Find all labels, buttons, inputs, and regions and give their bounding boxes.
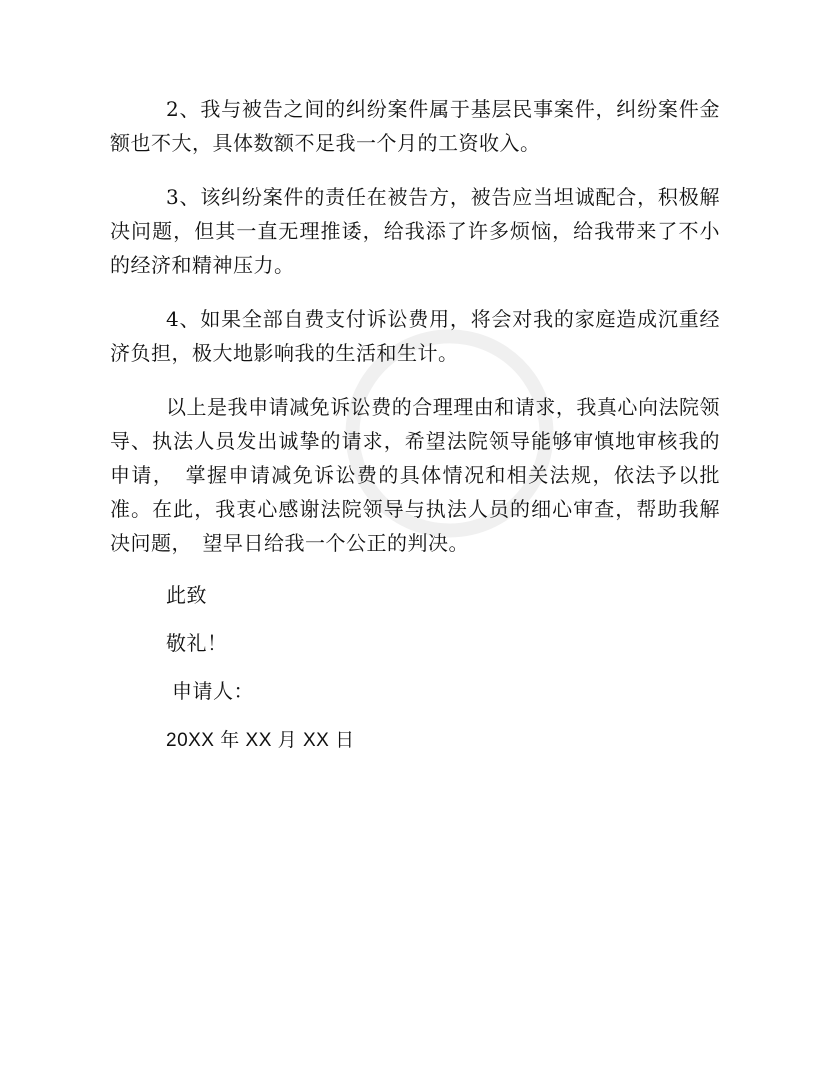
paragraph-reason-3: 3、该纠纷案件的责任在被告方，被告应当坦诚配合，积极解决问题，但其一直无理推诿，给我添了许多烦恼，给我带来了不小的经济和精神压力。 (110, 185, 720, 277)
paragraph-reason-2: 2、我与被告之间的纠纷案件属于基层民事案件，纠纷案件金额也不大，具体数额不足我一个月的工资收入。 (110, 97, 720, 155)
paragraph-conclusion: 以上是我申请减免诉讼费的合理理由和请求，我真心向法院领导、执法人员发出诚挚的请求，希望法院领导能够审慎地审核我的申请， 掌握申请减免诉讼费的具体情况和相关法规，依法予以批准。在此，我衷心感谢法院领导与执法人员的细心审查，帮助我解决问题， 望早日给我一个公正的判决。 (110, 395, 720, 555)
paragraph-reason-4: 4、如果全部自费支付诉讼费用，将会对我的家庭造成沉重经济负担，极大地影响我的生活和生计。 (110, 307, 720, 365)
date-line: 20XX 年 XX 月 XX 日 (166, 730, 355, 751)
document-body (110, 92, 720, 758)
closing-salutation-2: 敬礼！ (166, 631, 228, 655)
closing-salutation-1: 此致 (166, 583, 207, 607)
applicant-label: 申请人： (172, 679, 254, 703)
